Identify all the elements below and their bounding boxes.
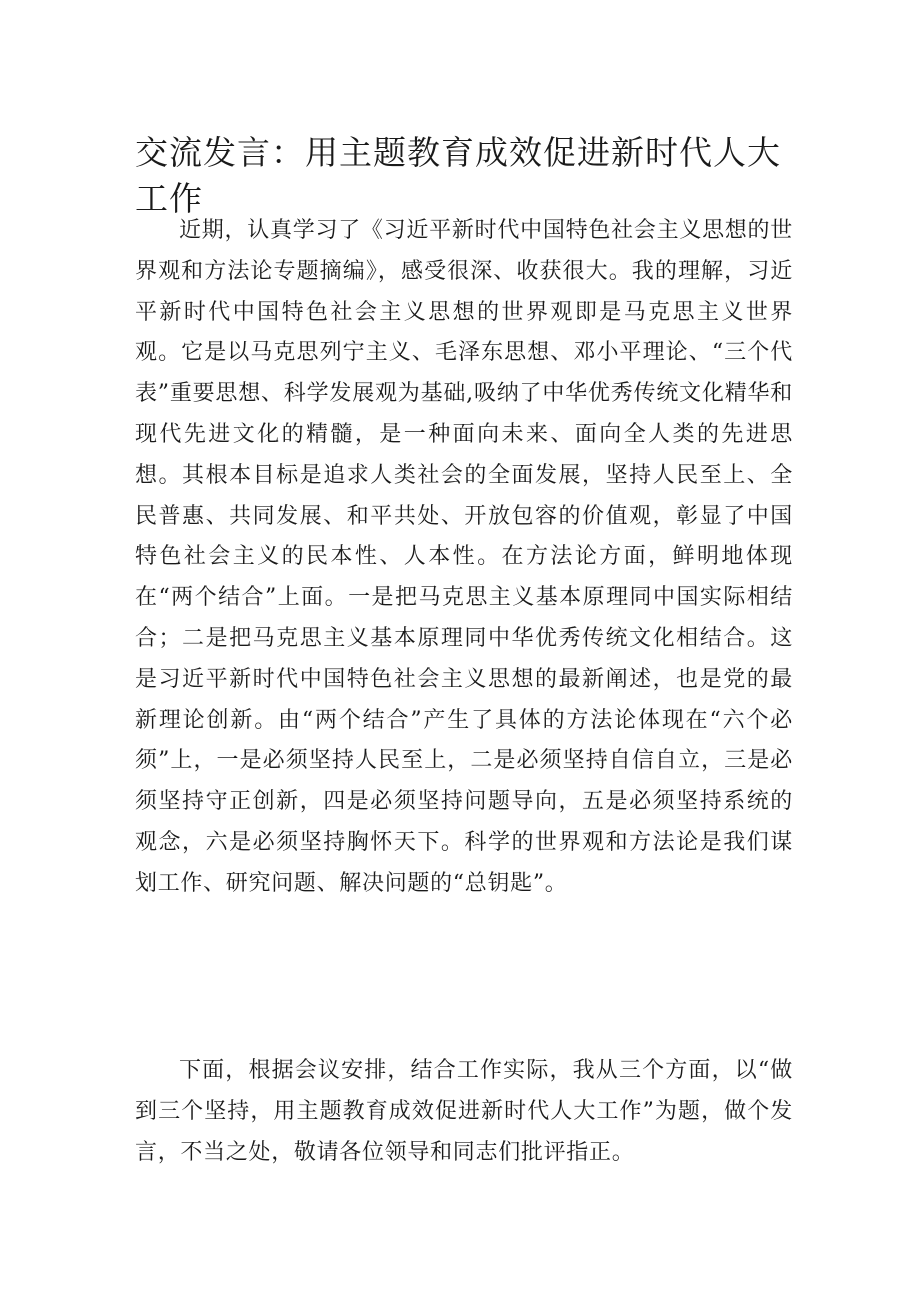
document-title: 交流发言：用主题教育成效促进新时代人大工作: [135, 133, 781, 218]
body-paragraph-2: 下面，根据会议安排，结合工作实际，我从三个方面，以“做到三个坚持，用主题教育成效促进新时代人大工作”为题，做个发言，不当之处，敬请各位领导和同志们批评指正。: [135, 1058, 793, 1165]
body-paragraph-1: 近期，认真学习了《习近平新时代中国特色社会主义思想的世界观和方法论专题摘编》，感受很深、收获很大。我的理解，习近平新时代中国特色社会主义思想的世界观即是马克思主义世界观。它是以马克思列宁主义、毛泽东思想、邓小平理论、“三个代表”重要思想、科学发展观为基础,吸纳了中华优秀传统文化精华和现代先进文化的精髓，是一种面向未来、面向全人类的先进思想。其根本目标是追求人类社会的全面发展，坚持人民至上、全民普惠、共同发展、和平共处、开放包容的价值观，彰显了中国特色社会主义的民本性、人本性。在方法论方面，鲜明地体现在“两个结合”上面。一是把马克思主义基本原理同中国实际相结合；二是把马克思主义基本原理同中华优秀传统文化相结合。这是习近平新时代中国特色社会主义思想的最新阐述，也是党的最新理论创新。由“两个结合”产生了具体的方法论体现在“六个必须”上，一是必须坚持人民至上，二是必须坚持自信自立，三是必须坚持守正创新，四是必须坚持问题导向，五是必须坚持系统的观念，六是必须坚持胸怀天下。科学的世界观和方法论是我们谋划工作、研究问题、解决问题的“总钥匙”。: [135, 218, 793, 896]
